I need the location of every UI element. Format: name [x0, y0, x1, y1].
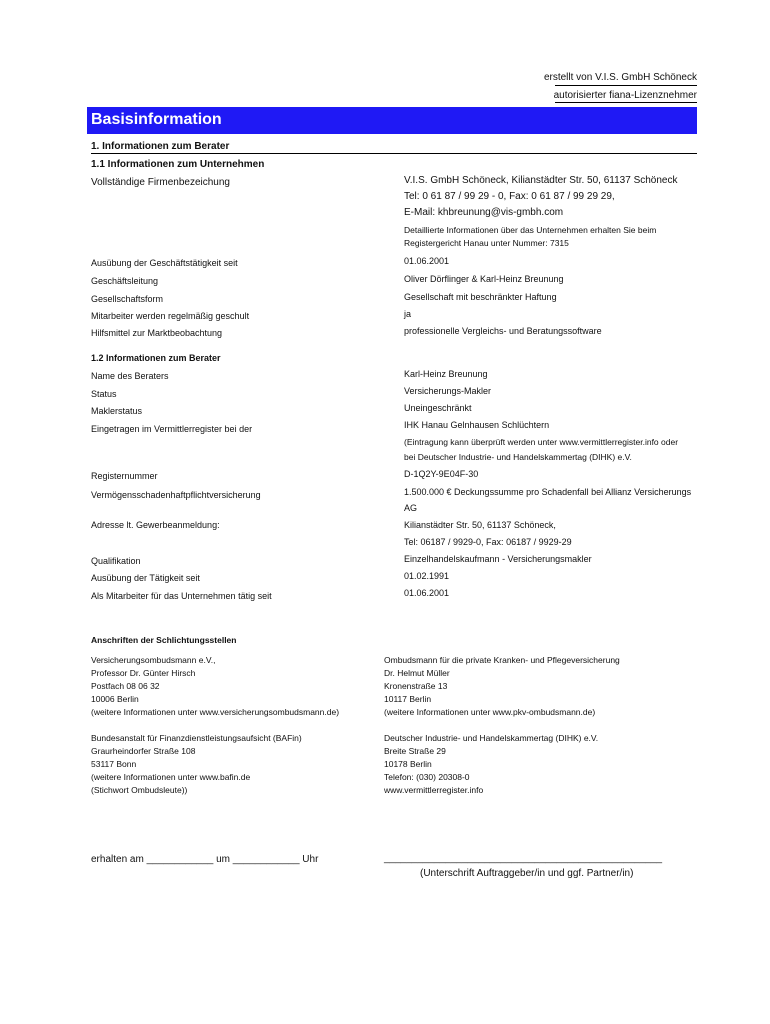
arbitration-right2-line: 10178 Berlin [384, 759, 432, 769]
row-value: Einzelhandelskaufmann - Versicherungsmakler [404, 554, 592, 564]
subsection-heading-company: 1.1 Informationen zum Unternehmen [91, 159, 265, 170]
register-label: Eingetragen im Vermittlerregister bei der [91, 424, 253, 434]
row-label: Als Mitarbeiter für das Unternehmen tätig seit [91, 591, 272, 601]
address-value-line: Tel: 06187 / 9929-0, Fax: 06187 / 9929-29 [404, 537, 572, 547]
insurance-label: Vermögensschadenhaftpflichtversicherung [91, 490, 261, 500]
row-label: Hilfsmittel zur Marktbeobachtung [91, 328, 223, 338]
address-value-line: Kilianstädter Str. 50, 61137 Schöneck, [404, 520, 556, 530]
register-note-line: bei Deutscher Industrie- und Handelskammertag (DIHK) e.V. [404, 452, 632, 462]
company-value-line: V.I.S. GmbH Schöneck, Kilianstädter Str. 50, 61137 Schöneck [404, 175, 678, 186]
row-value: Oliver Dörflinger & Karl-Heinz Breunung [404, 274, 564, 284]
header-rule-2 [555, 102, 697, 103]
company-value-line: E-Mail: khbreunung@vis-gmbh.com [404, 207, 564, 218]
arbitration-left2-line: (Stichwort Ombudsleute)) [91, 785, 188, 795]
arbitration-right1-line: 10117 Berlin [384, 694, 432, 704]
arbitration-heading: Anschriften der Schlichtungsstellen [91, 635, 237, 645]
register-note-line: (Eintragung kann überprüft werden unter www.vermittlerregister.info oder [404, 437, 679, 447]
arbitration-left2-line: Graurheindorfer Straße 108 [91, 746, 196, 756]
row-label: Mitarbeiter werden regelmäßig geschult [91, 311, 250, 321]
row-label: Maklerstatus [91, 406, 143, 416]
header-rule-1 [555, 85, 697, 86]
insurance-value-line: 1.500.000 € Deckungssumme pro Schadenfall bei Allianz Versicherungs [404, 487, 692, 497]
company-label: Vollständige Firmenbezeichung [91, 177, 230, 188]
row-label: Geschäftsleitung [91, 276, 159, 286]
company-note-line: Registergericht Hanau unter Nummer: 7315 [404, 238, 569, 248]
arbitration-left1-line: (weitere Informationen unter www.versicherungsombudsmann.de) [91, 707, 340, 717]
header-licensee: autorisierter fiana-Lizenznehmer [553, 90, 697, 101]
arbitration-right1-line: Dr. Helmut Müller [384, 668, 450, 678]
row-value: Uneingeschränkt [404, 403, 472, 413]
registration-number-value: D-1Q2Y-9E04F-30 [404, 469, 479, 479]
row-value: 01.06.2001 [404, 256, 450, 266]
signature-line: __________________________________________________ [384, 853, 663, 864]
register-value: IHK Hanau Gelnhausen Schlüchtern [404, 420, 550, 430]
signature-caption: (Unterschrift Auftraggeber/in und ggf. Partner/in) [420, 868, 634, 879]
arbitration-right2-line: Breite Straße 29 [384, 746, 446, 756]
arbitration-left1-line: 10006 Berlin [91, 694, 139, 704]
title-banner [87, 107, 697, 134]
arbitration-left2-line: 53117 Bonn [91, 759, 137, 769]
arbitration-right1-line: (weitere Informationen unter www.pkv-ombudsmann.de) [384, 707, 596, 717]
registration-number-label: Registernummer [91, 471, 158, 481]
address-label: Adresse lt. Gewerbeanmeldung: [91, 520, 220, 530]
arbitration-left2-line: (weitere Informationen unter www.bafin.de [91, 772, 251, 782]
row-label: Qualifikation [91, 556, 141, 566]
subsection-heading-advisor: 1.2 Informationen zum Berater [91, 353, 221, 363]
row-value: 01.02.1991 [404, 571, 450, 581]
arbitration-left1-line: Postfach 08 06 32 [91, 681, 160, 691]
received-date-line: erhalten am ____________ um ____________ Uhr [91, 854, 319, 865]
section-heading: 1. Informationen zum Berater [91, 141, 230, 152]
row-value: Gesellschaft mit beschränkter Haftung [404, 292, 557, 302]
row-label: Ausübung der Geschäftstätigkeit seit [91, 258, 238, 268]
company-note-line: Detaillierte Informationen über das Unternehmen erhalten Sie beim [404, 225, 657, 235]
header-creator: erstellt von V.I.S. GmbH Schöneck [543, 72, 697, 83]
arbitration-right1-line: Ombudsmann für die private Kranken- und Pflegeversicherung [384, 655, 620, 665]
row-label: Ausübung der Tätigkeit seit [91, 573, 200, 583]
arbitration-left1-line: Versicherungsombudsmann e.V., [91, 655, 216, 665]
row-value: Karl-Heinz Breunung [404, 369, 488, 379]
section-rule [91, 153, 697, 154]
arbitration-left2-line: Bundesanstalt für Finanzdienstleistungsaufsicht (BAFin) [91, 733, 302, 743]
row-value: Versicherungs-Makler [404, 386, 492, 396]
company-value-line: Tel: 0 61 87 / 99 29 - 0, Fax: 0 61 87 / 99 29 29, [404, 191, 615, 202]
row-label: Name des Beraters [91, 371, 169, 381]
arbitration-right1-line: Kronenstraße 13 [384, 681, 448, 691]
row-label: Gesellschaftsform [91, 294, 164, 304]
row-value: 01.06.2001 [404, 588, 450, 598]
row-label: Status [91, 389, 117, 399]
page-title: Basisinformation [91, 111, 222, 128]
row-value: professionelle Vergleichs- und Beratungssoftware [404, 326, 602, 336]
arbitration-right2-line: www.vermittlerregister.info [384, 785, 484, 795]
insurance-value-line: AG [404, 503, 418, 513]
arbitration-right2-line: Deutscher Industrie- und Handelskammertag (DIHK) e.V. [384, 733, 599, 743]
arbitration-left1-line: Professor Dr. Günter Hirsch [91, 668, 196, 678]
row-value: ja [404, 309, 412, 319]
arbitration-right2-line: Telefon: (030) 20308-0 [384, 772, 470, 782]
